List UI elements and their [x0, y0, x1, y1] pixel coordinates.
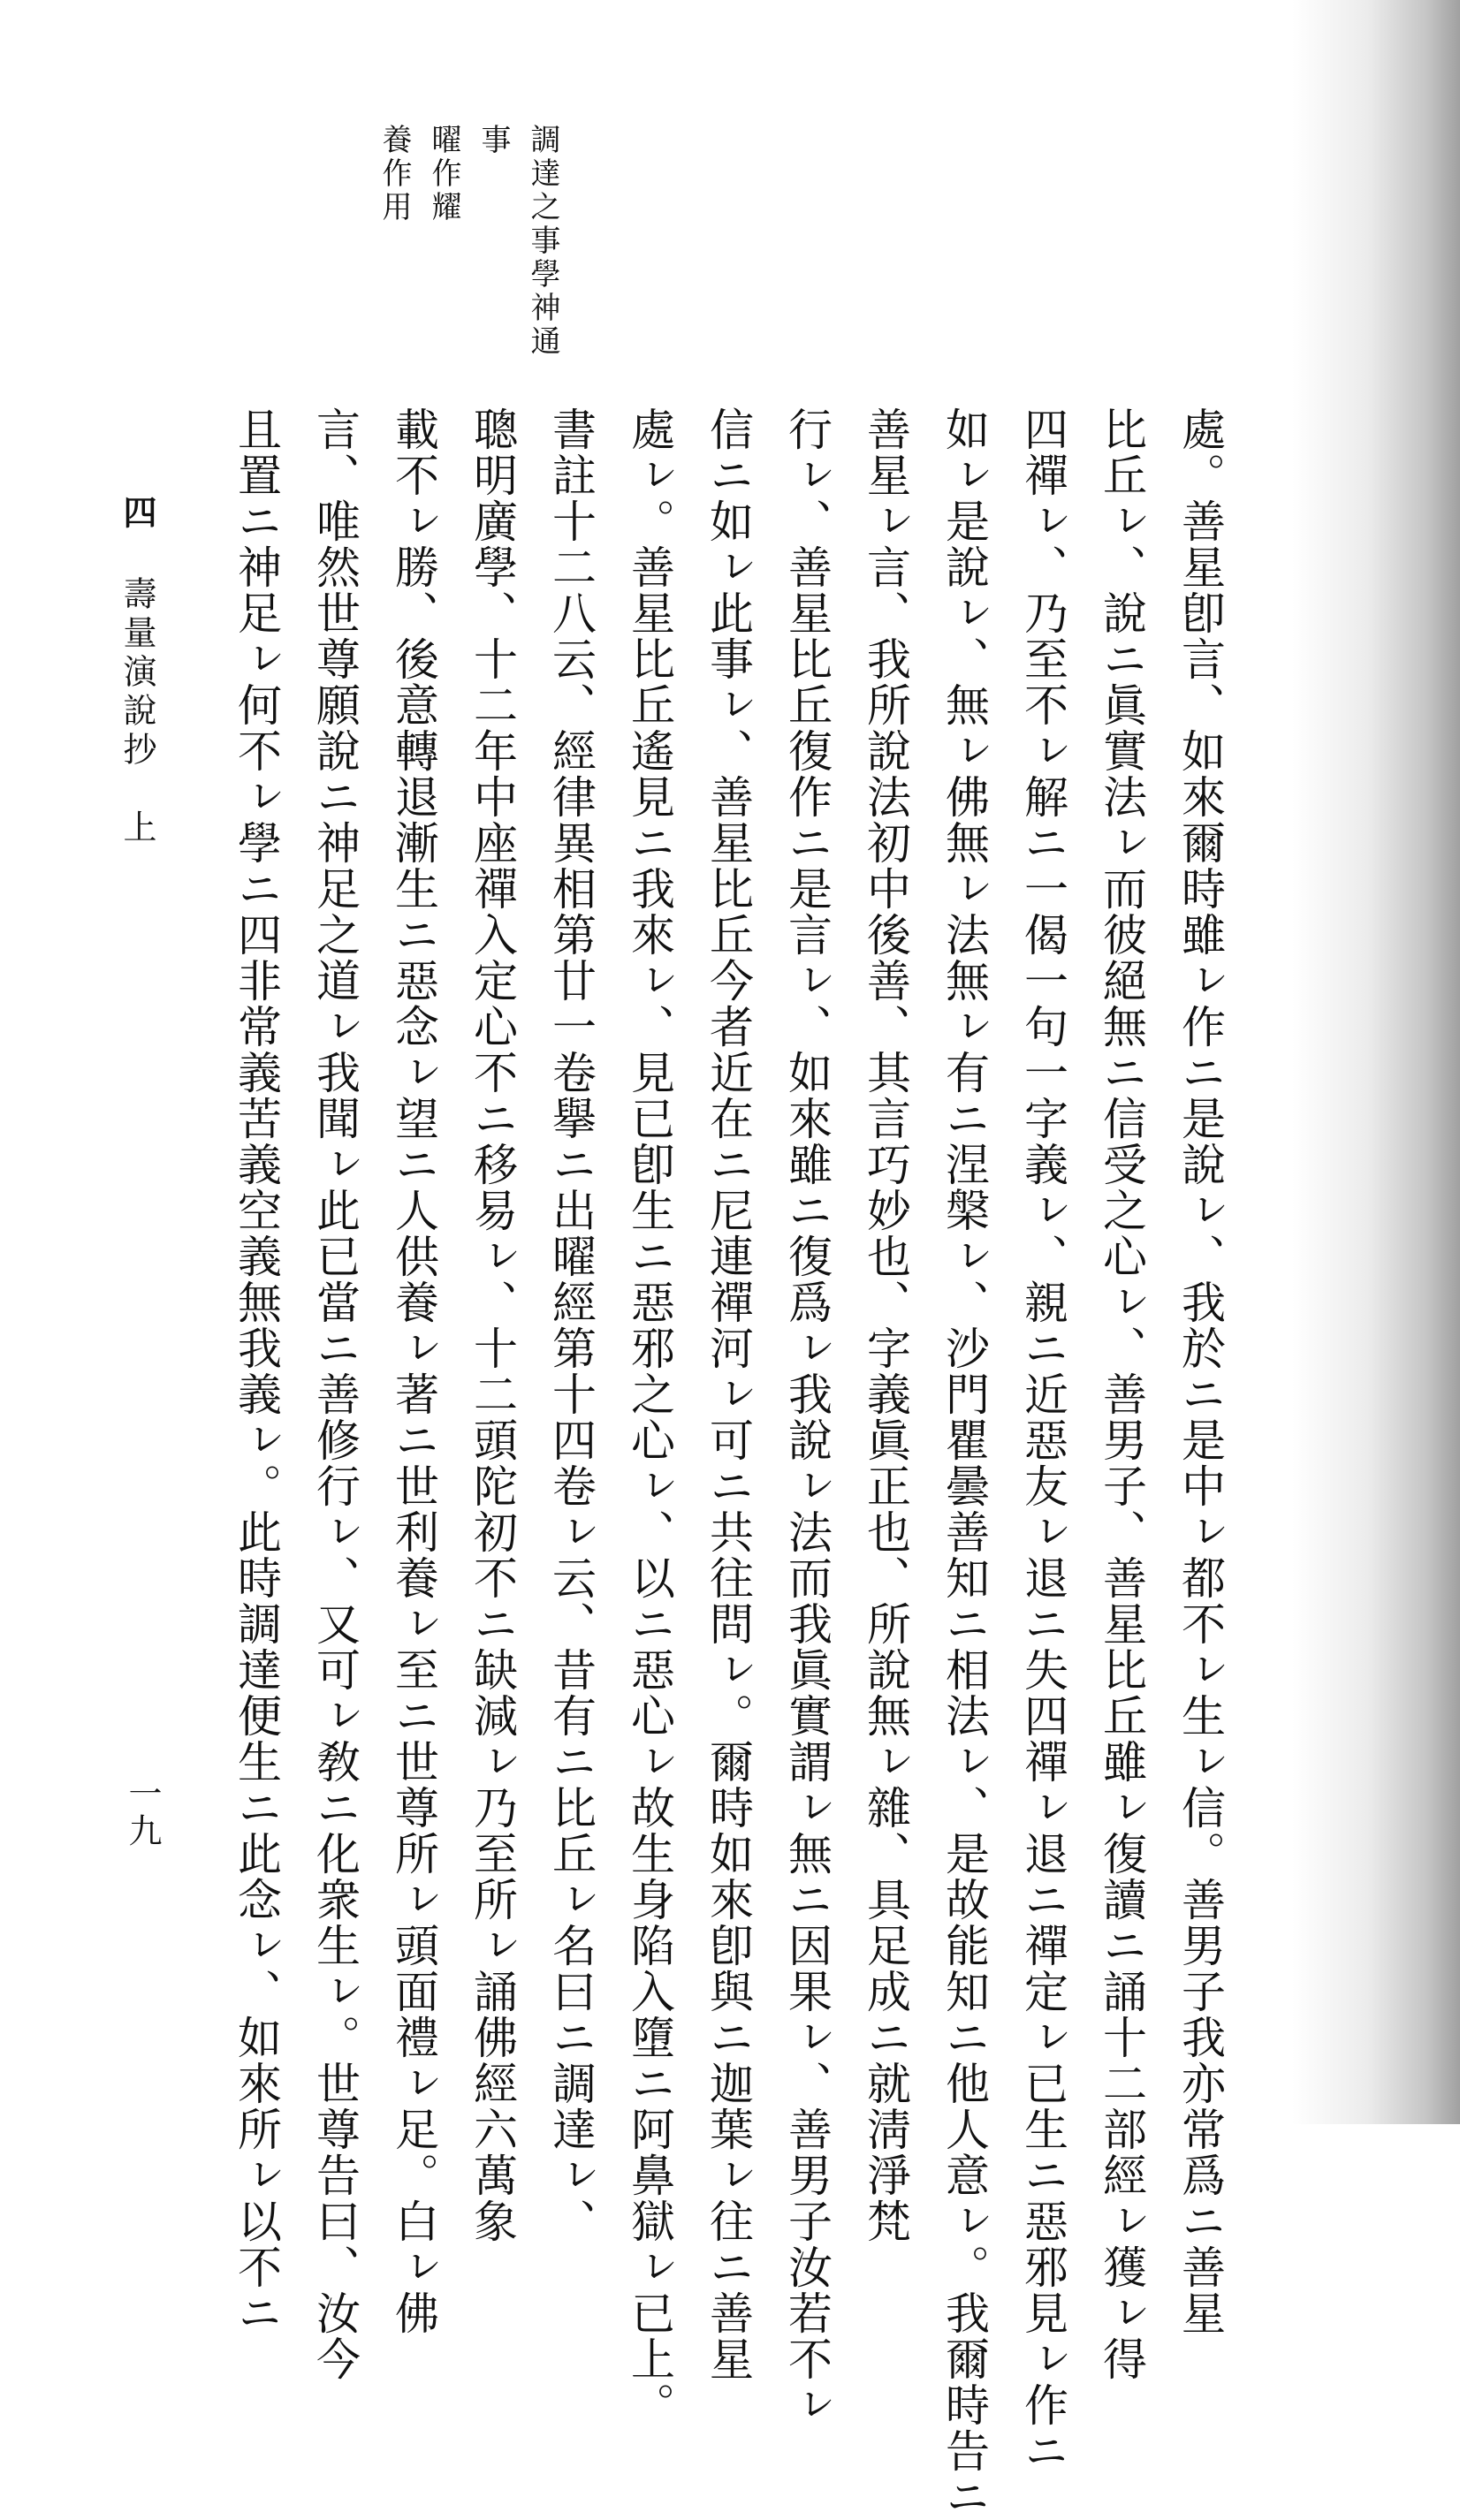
- text-column: 載不ㇾ勝、後意轉退漸生ニ惡念ㇾ望ニ人供養ㇾ著ニ世利養ㇾ至ニ世尊所ㇾ頭面禮ㇾ足。白ㇾ佛: [388, 406, 439, 2336]
- main-text: [217, 406, 1239, 2520]
- text-column: 四禪ㇾ、乃至不ㇾ解ニ一偈一句一字義ㇾ、親ニ近惡友ㇾ退ニ失四禪ㇾ退ニ禪定ㇾ已生ニ惡邪見ㇾ作ニ: [1017, 406, 1068, 2474]
- text-column: 比丘ㇾ、說ニ眞實法ㇾ而彼絕無ニ信受之心ㇾ、善男子、善星比丘雖ㇾ復讀ニ誦十二部經ㇾ獲ㇾ得: [1096, 406, 1147, 2382]
- text-column: 如ㇾ是說ㇾ、無ㇾ佛無ㇾ法無ㇾ有ニ涅槃ㇾ、沙門瞿曇善知ニ相法ㇾ、是故能知ニ他人意ㇾ。我爾時告ニ: [939, 406, 990, 2520]
- text-column: 聰明廣學、十二年中座禪入定心不ニ移易ㇾ、十二頭陀初不ニ缺減ㇾ乃至所ㇾ誦佛經六萬象: [467, 406, 518, 2244]
- running-header: [113, 495, 162, 848]
- annotation-line: 事: [475, 124, 511, 157]
- text-column: 言、唯然世尊願說ニ神足之道ㇾ我聞ㇾ此已當ニ善修行ㇾ、又可ㇾ敎ニ化衆生ㇾ。世尊告曰、汝今: [309, 406, 361, 2382]
- annotation-line: 曜作耀: [426, 124, 461, 224]
- text-column: 信ニ如ㇾ此事ㇾ、善星比丘今者近在ニ尼連禪河ㇾ可ニ共往問ㇾ。爾時如來卽與ニ迦葉ㇾ往ニ善星: [703, 406, 754, 2382]
- text-column: 善星ㇾ言、我所說法初中後善、其言巧妙也、字義眞正也、所說無ㇾ雜、具足成ニ就淸淨梵: [860, 406, 911, 2244]
- annotation-line: 調達之事學神通: [525, 124, 560, 359]
- text-column: 處。善星卽言、如來爾時雖ㇾ作ニ是說ㇾ、我於ニ是中ㇾ都不ㇾ生ㇾ信。善男子我亦常爲ニ善星: [1175, 406, 1226, 2336]
- text-column: 書註十二八云、經律異相第廿一卷擧ニ出曜經第十四卷ㇾ云、昔有ニ比丘ㇾ名曰ニ調達ㇾ、: [545, 406, 597, 2244]
- text-column: 行ㇾ、善星比丘復作ニ是言ㇾ、如來雖ニ復爲ㇾ我說ㇾ法而我眞實謂ㇾ無ニ因果ㇾ、善男子汝若不ㇾ: [781, 406, 833, 2428]
- page-edge-shadow: [1292, 0, 1460, 2124]
- annotation-line: 養作用: [376, 124, 412, 224]
- chapter-number: 四: [118, 495, 157, 534]
- text-column: 且置ニ神足ㇾ何不ㇾ學ニ四非常義苦義空義無我義ㇾ。此時調達便生ニ此念ㇾ、如來所ㇾ以不ニ: [231, 406, 282, 2336]
- text-column: 處ㇾ。善星比丘遙見ニ我來ㇾ、見已卽生ニ惡邪之心ㇾ、以ニ惡心ㇾ故生身陷入墮ニ阿鼻獄ㇾ已上。: [624, 406, 675, 2428]
- book-title: 壽量演說抄 上: [118, 576, 156, 849]
- page-number: 一九: [123, 1776, 162, 1850]
